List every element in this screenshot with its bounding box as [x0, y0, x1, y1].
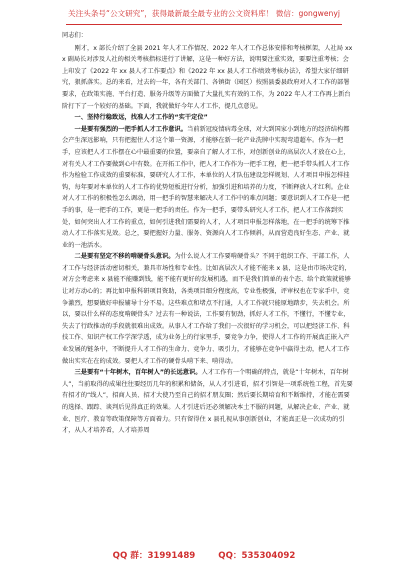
point-title-2: 二是要有坚定不移的啃硬骨头意识。 [74, 253, 175, 261]
point-title-3: 三是要有“十年树木，百年树人”的长远意识。 [74, 369, 202, 377]
point-paragraph-1 [62, 124, 354, 252]
intro-paragraph: 刚才，x 部长介绍了全县 2021 年人才工作情况、2022 年人才工作总体安排和考核框架，人社局 xxx 副局长对涉及人社的相关考核指标进行了讲解，这是一种好方法，说明要注重实效，要要注重考核；会上印发了《2022 年 xx 县人才工作要点》和《2022 年 xx 县人才工作绩效考核办法》，希望大家仔细研究，狠抓落实。总的来看，过去的一年，各有关部门、各镇街（园区）按照县委县政府对人才工作的部署要求，在政策实施、平台打造、服务升级等方面做了大量扎实有效的工作，为 2022 年人才工作再上新台阶打下了一个较好的基础。下面，我就做好今年人才工作，提几点意见。 [62, 44, 353, 110]
point-paragraph-2 [62, 251, 354, 367]
footer-contact [0, 547, 408, 565]
point-text-2: 为什么说人才工作要啃硬骨头？不同于组织工作、干部工作，人才工作与经济活动密切相关，兼具市场性和专业性。比如高层次人才能不能来 x 县，这是由市场决定的，对方会考虑来 x 县能不能赚到钱，能不能有更好的发展机遇，而不是我们简单的表个态、给个政策就能够让对方动心的；再比如申报科研项目资助，各类项目细分程度高，专业性极强，评审权也在专家手中，竞争激烈，想要做好申报辅导十分不易。这些难点和堵点不打通，人才工作就只能原地踏步，失去机会。所以，要以什么样的态度啃硬骨头？过去有一种说法，工作要有韧劲，抓好人才工作，不懂行，不懂专业，失去了行政推动的手段就很难出成效。从事人才工作给了我们一次很好的学习机会，可以把经济工作、科技工作、知识产权工作学深学透，成为业务上的行家里手，要竞争力争，使得人才工作的开展真正嵌入产业发展的链条中，不断提升人才工作的生命力、竞争力、吸引力，才能够在竞争中赢得主动，把人才工作做出实实在在的成效。要把人才工作的硬骨头啃下来、啃得动。 [62, 253, 351, 365]
header-banner: 关注头条号“公文研究”，获得最新最全最专业的公文资料库！ 微信：gongwenyj [68, 9, 340, 18]
qq-group: QQ 群：31991489 [112, 551, 196, 561]
salutation: 同志们： [62, 32, 87, 39]
header-divider [66, 24, 342, 25]
point-title-1: 一是要有强烈的一把手抓人才工作意识。 [74, 125, 187, 133]
section-heading-text: 一、坚持行稳致远，找准人才工作的“实干定位” [74, 114, 208, 122]
section-heading [62, 112, 354, 124]
qq-number: QQ：535304092 [218, 551, 296, 561]
point-paragraph-3 [62, 367, 354, 437]
point-text-3: 人才工作有一个明确的特点，就是“十年树木，百年树人”，当前取得的成果往往要经历几年的积累和储备，从人才引进看，招才引智是一项系统性工程，首先要有招才的“线人”，招商人员、招才大使乃至自己的招才朋友圈；然后要长期培育和不断维持，才能在需要的选择、跟踪、谈判后见得真正的效果。人才引进后还必须解决本土不服的问题，从解决企业、产业、就业、医疗、教育等政策保障等方面着力。只有留得住 x 县孔视从事创新创业，才能真正是一次成功的引才，从人才培养看，人才培养周 [62, 369, 353, 435]
point-text-1: 当前新冠疫情病毒全球，对大到国家小到地方的经济结构都会产生深远影响，只有把握住人才这个第一资源，才能够在新一轮产业洗牌中实现弯道超车。作为一把手，应该把人才工作摆在心中最重要的位置，要亲自了解人才工作，对创新创业的高层次人才放在心上，对有关人才工作要做到心中有数。在开拓工作中，把人才工作作为一把手工程，把一把手带头抓人才工作作为检验工作成效的重要标准，要研究人才工作，本单位的人才队伍建设怎样规划、人才项目申报怎样挂钩，每年要对本单位的人才工作的优势短板进行分析，加强引进和培养的力度，不断释放人才红利。企业对人才工作的积极性怎么调动，用一把手的智慧来解决人才工作中的难点问题；要意识到人才工作是一把手的事，是一把手的工作，更是一把手的责任。作为一把手，要带头研究人才工作，把人才工作落到实处，如何突出人才工作的重点，如何引进我们需要的人才，人才项目申报怎样落地，在一把手的统筹下推动人才工作落实见效。总之，要把握好力量、服务、资源向人才工作倾斜，从而营造良好生态、产业、就业的一池活水。 [62, 125, 350, 249]
speech-body [62, 30, 354, 538]
